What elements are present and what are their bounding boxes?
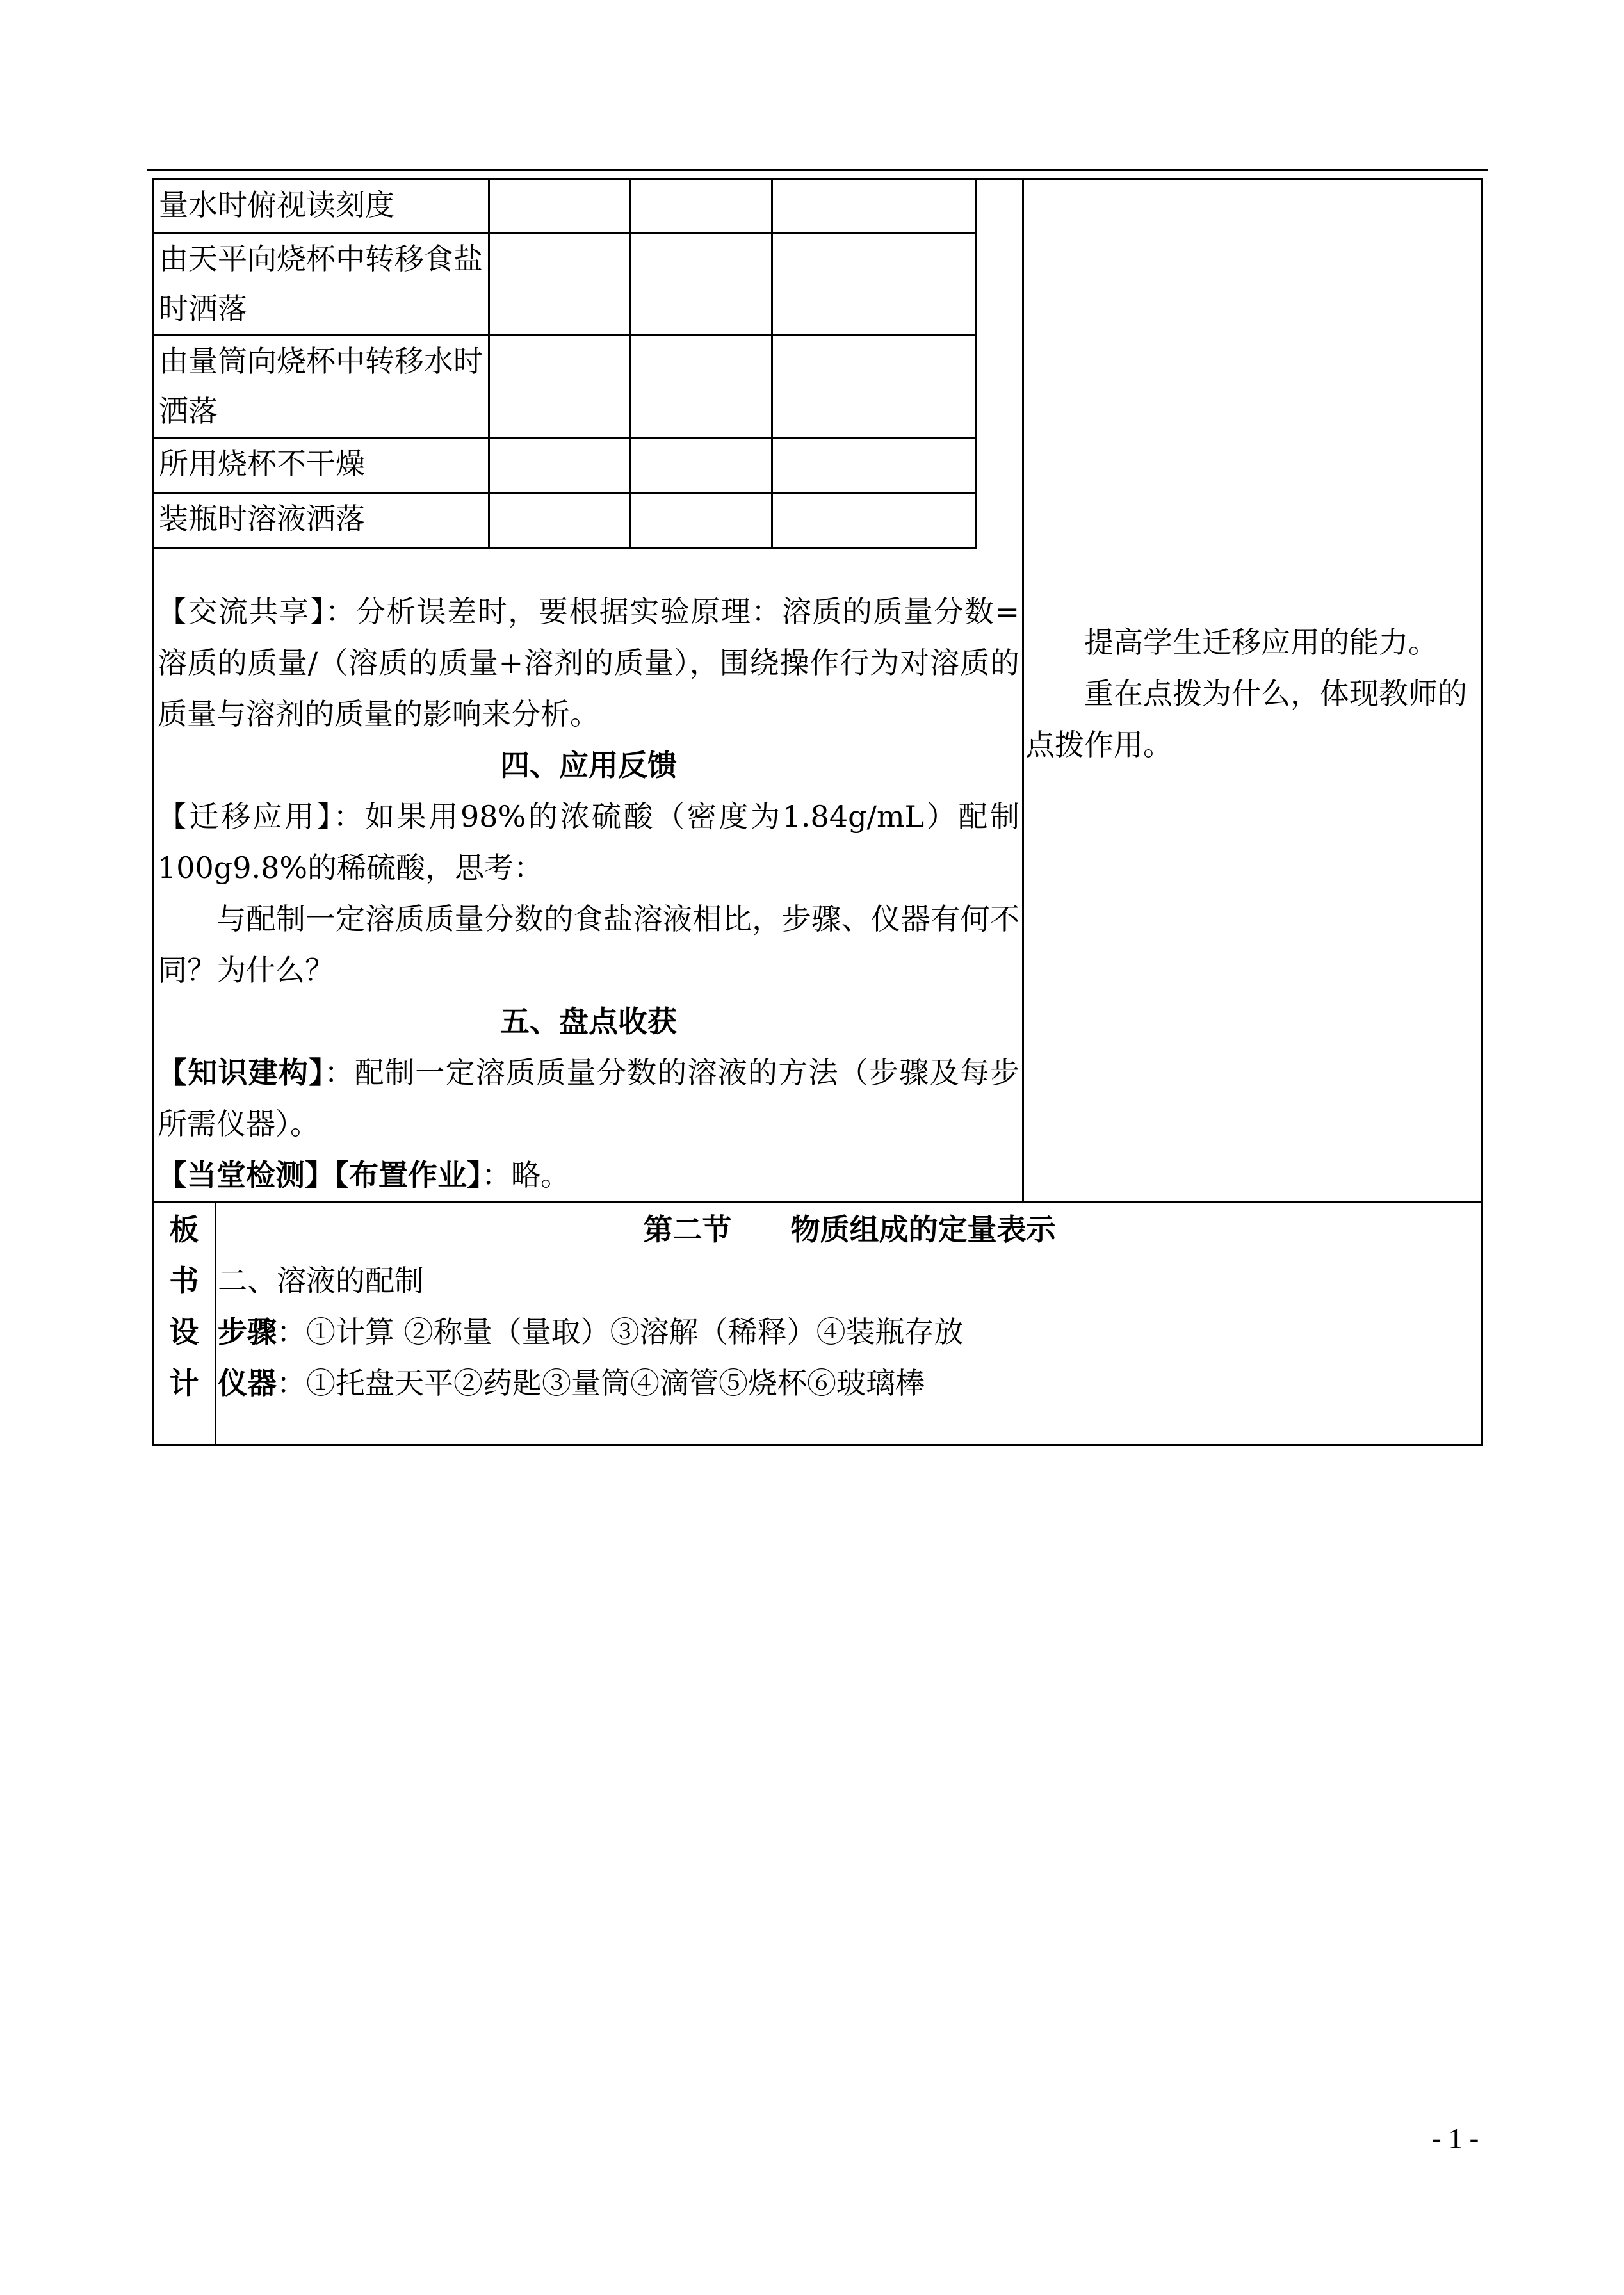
teacher-notes-cell: [1023, 179, 1482, 1202]
exchange-text: ：分析误差时，要根据实验原理：溶质的质量分数=溶质的质量/（溶质的质量+溶剂的质量），围绕操作行为对溶质的质量与溶剂的质量的影响来分析。: [158, 594, 1020, 731]
note-teacher-guidance: 重在点拨为什么，体现教师的点拨作用。: [1025, 676, 1467, 762]
error-label: 装瓶时溶液洒落: [153, 493, 489, 548]
error-label: 所用烧杯不干燥: [153, 438, 489, 493]
process-cell: [153, 179, 1023, 1202]
error-cell-empty: [489, 438, 630, 493]
error-cell-empty: [772, 336, 976, 438]
instruments-label: 仪器: [218, 1366, 277, 1400]
steps-label: 步骤: [218, 1315, 277, 1349]
error-analysis-table: [152, 178, 977, 549]
error-cell-empty: [772, 493, 976, 548]
lesson-plan-table: [152, 178, 1483, 1446]
knowledge-text: ：配制一定溶质质量分数的溶液的方法（步骤及每步所需仪器）。: [158, 1055, 1019, 1141]
board-label-char: 书: [169, 1263, 199, 1298]
error-cell-empty: [631, 233, 772, 336]
error-cell-empty: [489, 179, 630, 233]
error-row: [153, 233, 976, 336]
error-cell-empty: [489, 493, 630, 548]
board-title: 第二节 物质组成的定量表示: [643, 1212, 1056, 1247]
error-cell-empty: [489, 233, 630, 336]
process-text: [154, 586, 1022, 1201]
test-tag: 【当堂检测】: [158, 1158, 334, 1192]
error-row: [153, 336, 976, 438]
process-row: [153, 179, 1482, 1202]
board-label-char: 板: [169, 1212, 199, 1247]
board-content-cell: [216, 1202, 1482, 1445]
transfer-text: ：如果用98%的浓硫酸（密度为1.84g/mL）配制100g9.8%的稀硫酸，思考：: [158, 799, 1019, 885]
exchange-tag: 【交流共享】: [158, 594, 326, 629]
board-label-cell: [153, 1202, 216, 1445]
section-heading-summary: 五、盘点收获: [500, 1004, 677, 1039]
error-cell-empty: [631, 179, 772, 233]
homework-tag: 【布置作业】: [334, 1158, 482, 1192]
error-cell-empty: [631, 493, 772, 548]
error-row: [153, 179, 976, 233]
board-design-row: [153, 1202, 1482, 1445]
instruments-text: ：①托盘天平②药匙③量筒④滴管⑤烧杯⑥玻璃棒: [277, 1366, 925, 1400]
error-cell-empty: [772, 438, 976, 493]
note-transfer-ability: 提高学生迁移应用的能力。: [1084, 625, 1438, 660]
error-cell-empty: [631, 336, 772, 438]
error-cell-empty: [631, 438, 772, 493]
homework-text: ：略。: [482, 1158, 570, 1192]
transfer-tag: 【迁移应用】: [158, 799, 334, 834]
error-label: 由天平向烧杯中转移食盐时洒落: [153, 233, 489, 336]
error-row: [153, 493, 976, 548]
transfer-question: 与配制一定溶质质量分数的食盐溶液相比，步骤、仪器有何不同？为什么？: [158, 902, 1019, 987]
board-subtitle: 二、溶液的配制: [218, 1263, 424, 1298]
steps-text: ：①计算 ②称量（量取）③溶解（稀释）④装瓶存放: [277, 1315, 964, 1349]
error-cell-empty: [489, 336, 630, 438]
board-label-char: 计: [169, 1366, 199, 1400]
board-label-char: 设: [169, 1315, 199, 1349]
header-rule: [147, 169, 1488, 171]
knowledge-tag: 【知识建构】: [158, 1055, 325, 1090]
board-label: [154, 1203, 215, 1409]
error-cell-empty: [772, 233, 976, 336]
knowledge-paragraph: [158, 1047, 1019, 1149]
exchange-paragraph: [158, 586, 1019, 740]
teacher-notes: [1024, 180, 1481, 770]
error-cell-empty: [772, 179, 976, 233]
section-heading-application: 四、应用反馈: [500, 748, 677, 783]
homework-paragraph: [158, 1149, 1019, 1201]
error-label: 由量筒向烧杯中转移水时洒落: [153, 336, 489, 438]
board-steps: [218, 1306, 1481, 1358]
error-row: [153, 438, 976, 493]
board-content: [216, 1203, 1481, 1409]
transfer-paragraph: [158, 791, 1019, 893]
board-instruments: [218, 1358, 1481, 1409]
page-number: - 1 -: [1432, 2123, 1479, 2154]
error-label: 量水时俯视读刻度: [153, 179, 489, 233]
